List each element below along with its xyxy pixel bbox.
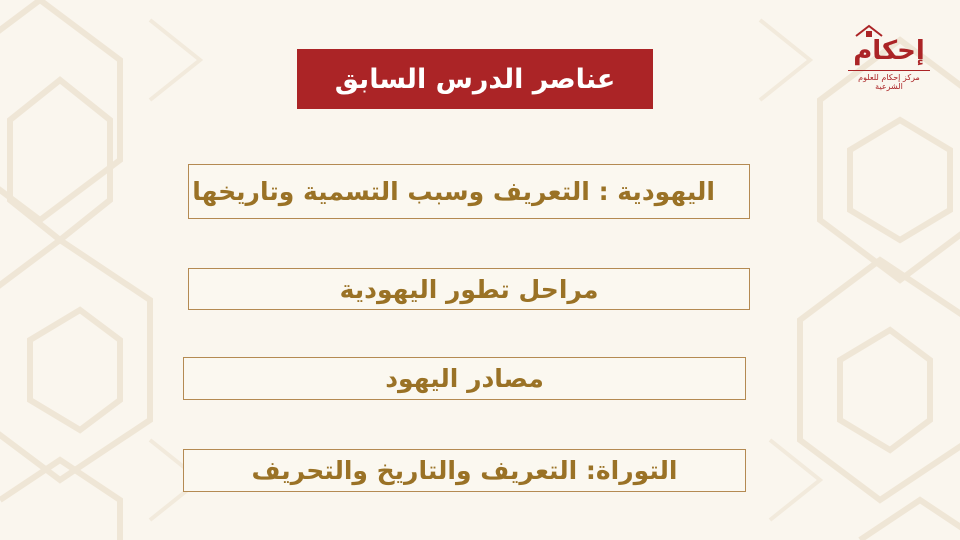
lesson-item-1: اليهودية : التعريف وسبب التسمية وتاريخها <box>188 164 750 219</box>
slide-title: عناصر الدرس السابق <box>297 49 653 109</box>
lesson-item-4: التوراة: التعريف والتاريخ والتحريف <box>183 449 746 492</box>
logo <box>848 24 930 94</box>
lesson-item-2: مراحل تطور اليهودية <box>188 268 750 310</box>
logo-wordmark: إحكام <box>853 36 925 66</box>
lesson-item-3: مصادر اليهود <box>183 357 746 400</box>
logo-subtitle: مركز إحكام للعلوم الشرعية <box>848 70 930 91</box>
